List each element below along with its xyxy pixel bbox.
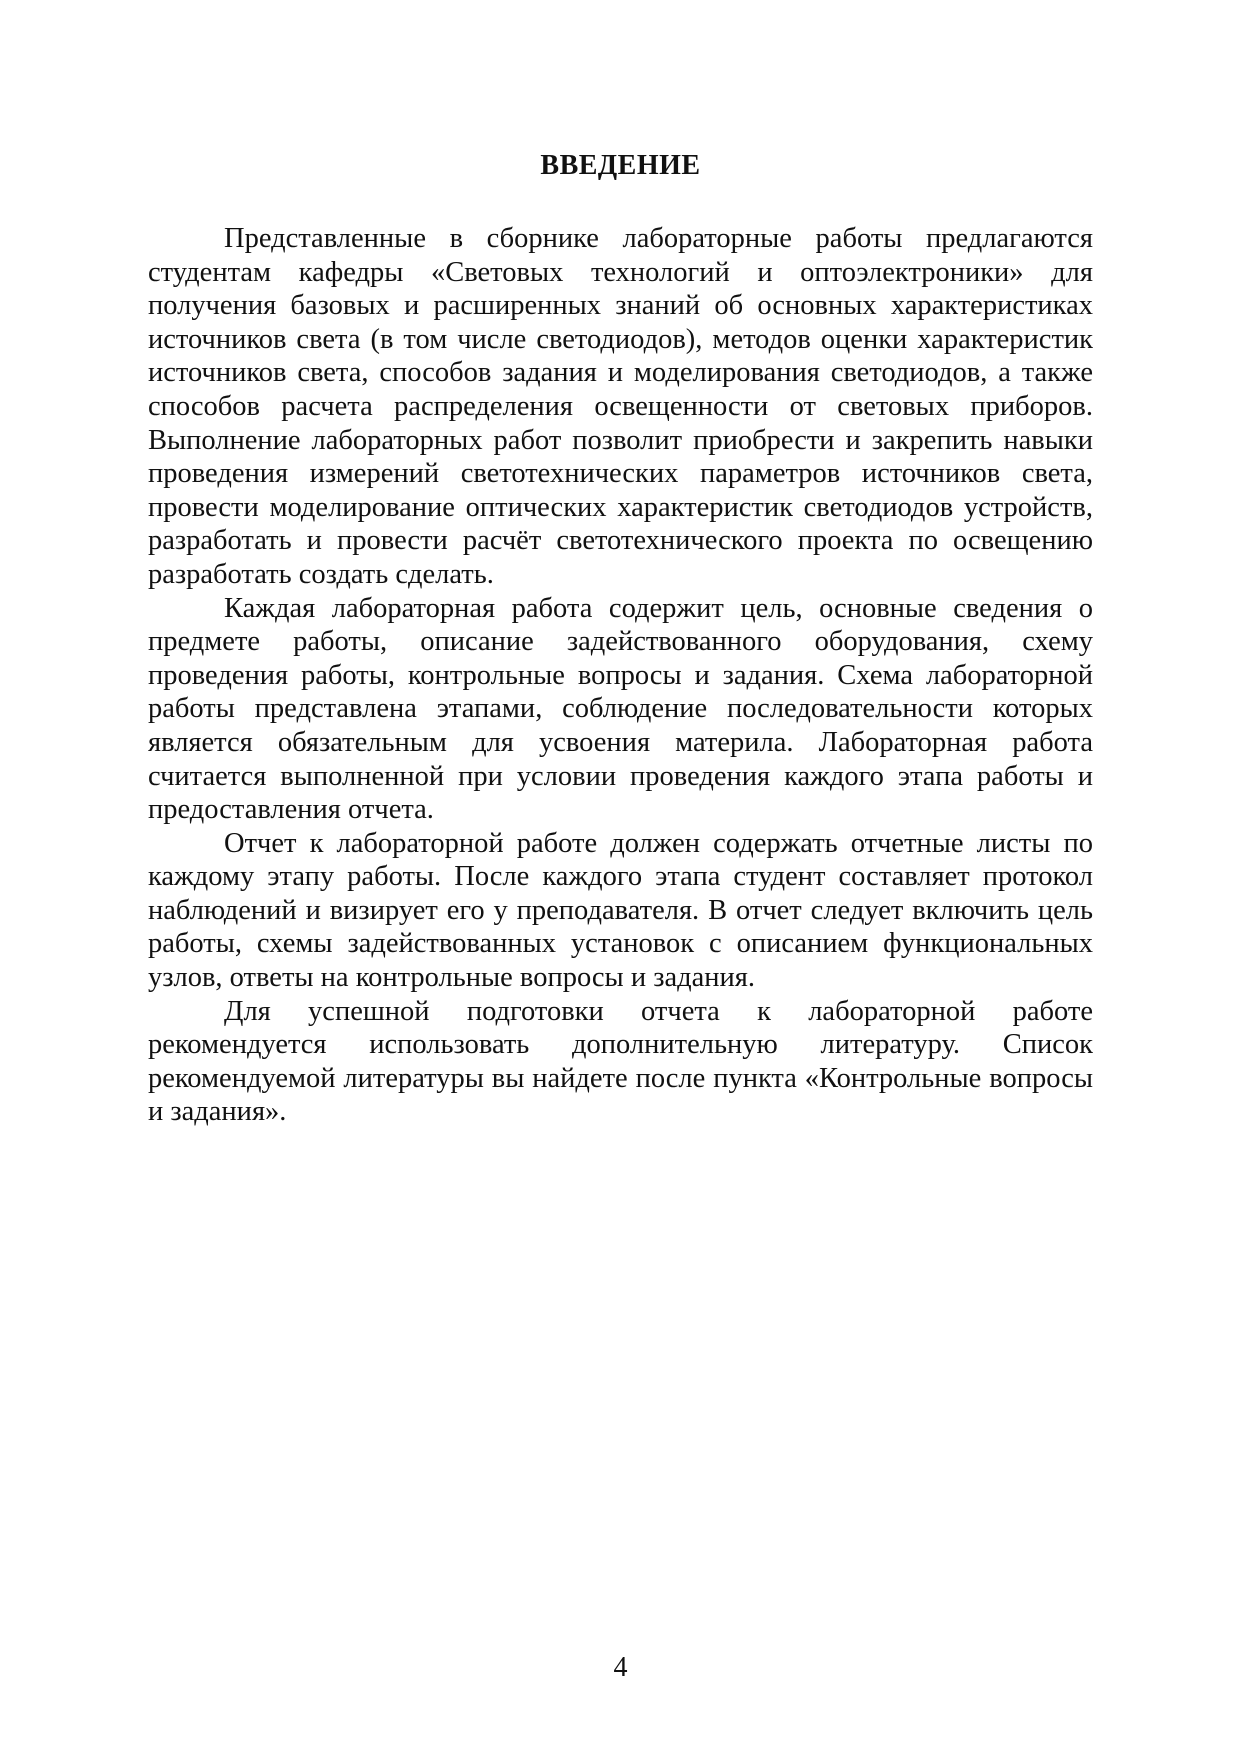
page-number: 4 bbox=[613, 1652, 628, 1683]
paragraph-3: Отчет к лабораторной работе должен содержать отчетные листы по каждому этапу работы. После каждого этапа студент составляет протокол наблюдений и визирует его у преподавателя. В отчет следует включить цель работы, схемы задействованных установок с описанием функциональных узлов, ответы на контрольные вопросы и задания. bbox=[148, 827, 1093, 994]
paragraph-2: Каждая лабораторная работа содержит цель, основные сведения о предмете работы, описание задействованного оборудования, схему проведения работы, контрольные вопросы и задания. Схема лабораторной работы представлена этапами, соблюдение последовательности которых является обязательным для усвоения материла. Лабораторная работа считается выполненной при условии проведения каждого этапа работы и предоставления отчета. bbox=[148, 592, 1093, 826]
paragraph-4: Для успешной подготовки отчета к лабораторной работе рекомендуется использовать дополнительную литературу. Список рекомендуемой литературы вы найдете после пункта «Контрольные вопросы и задания». bbox=[148, 995, 1093, 1128]
body-text bbox=[148, 222, 1093, 1129]
section-heading: ВВЕДЕНИЕ bbox=[540, 150, 701, 181]
paragraph-1: Представленные в сборнике лабораторные работы предлагаются студентам кафедры «Световых технологий и оптоэлектроники» для получения базовых и расширенных знаний об основных характеристиках источников света (в том числе светодиодов), методов оценки характеристик источников света, способов задания и моделирования светодиодов, а также способов расчета распределения освещенности от световых приборов. Выполнение лабораторных работ позволит приобрести и закрепить навыки проведения измерений светотехнических параметров источников света, провести моделирование оптических характеристик светодиодов устройств, разработать и провести расчёт светотехнического проекта по освещению разработать создать сделать. bbox=[148, 223, 1093, 590]
